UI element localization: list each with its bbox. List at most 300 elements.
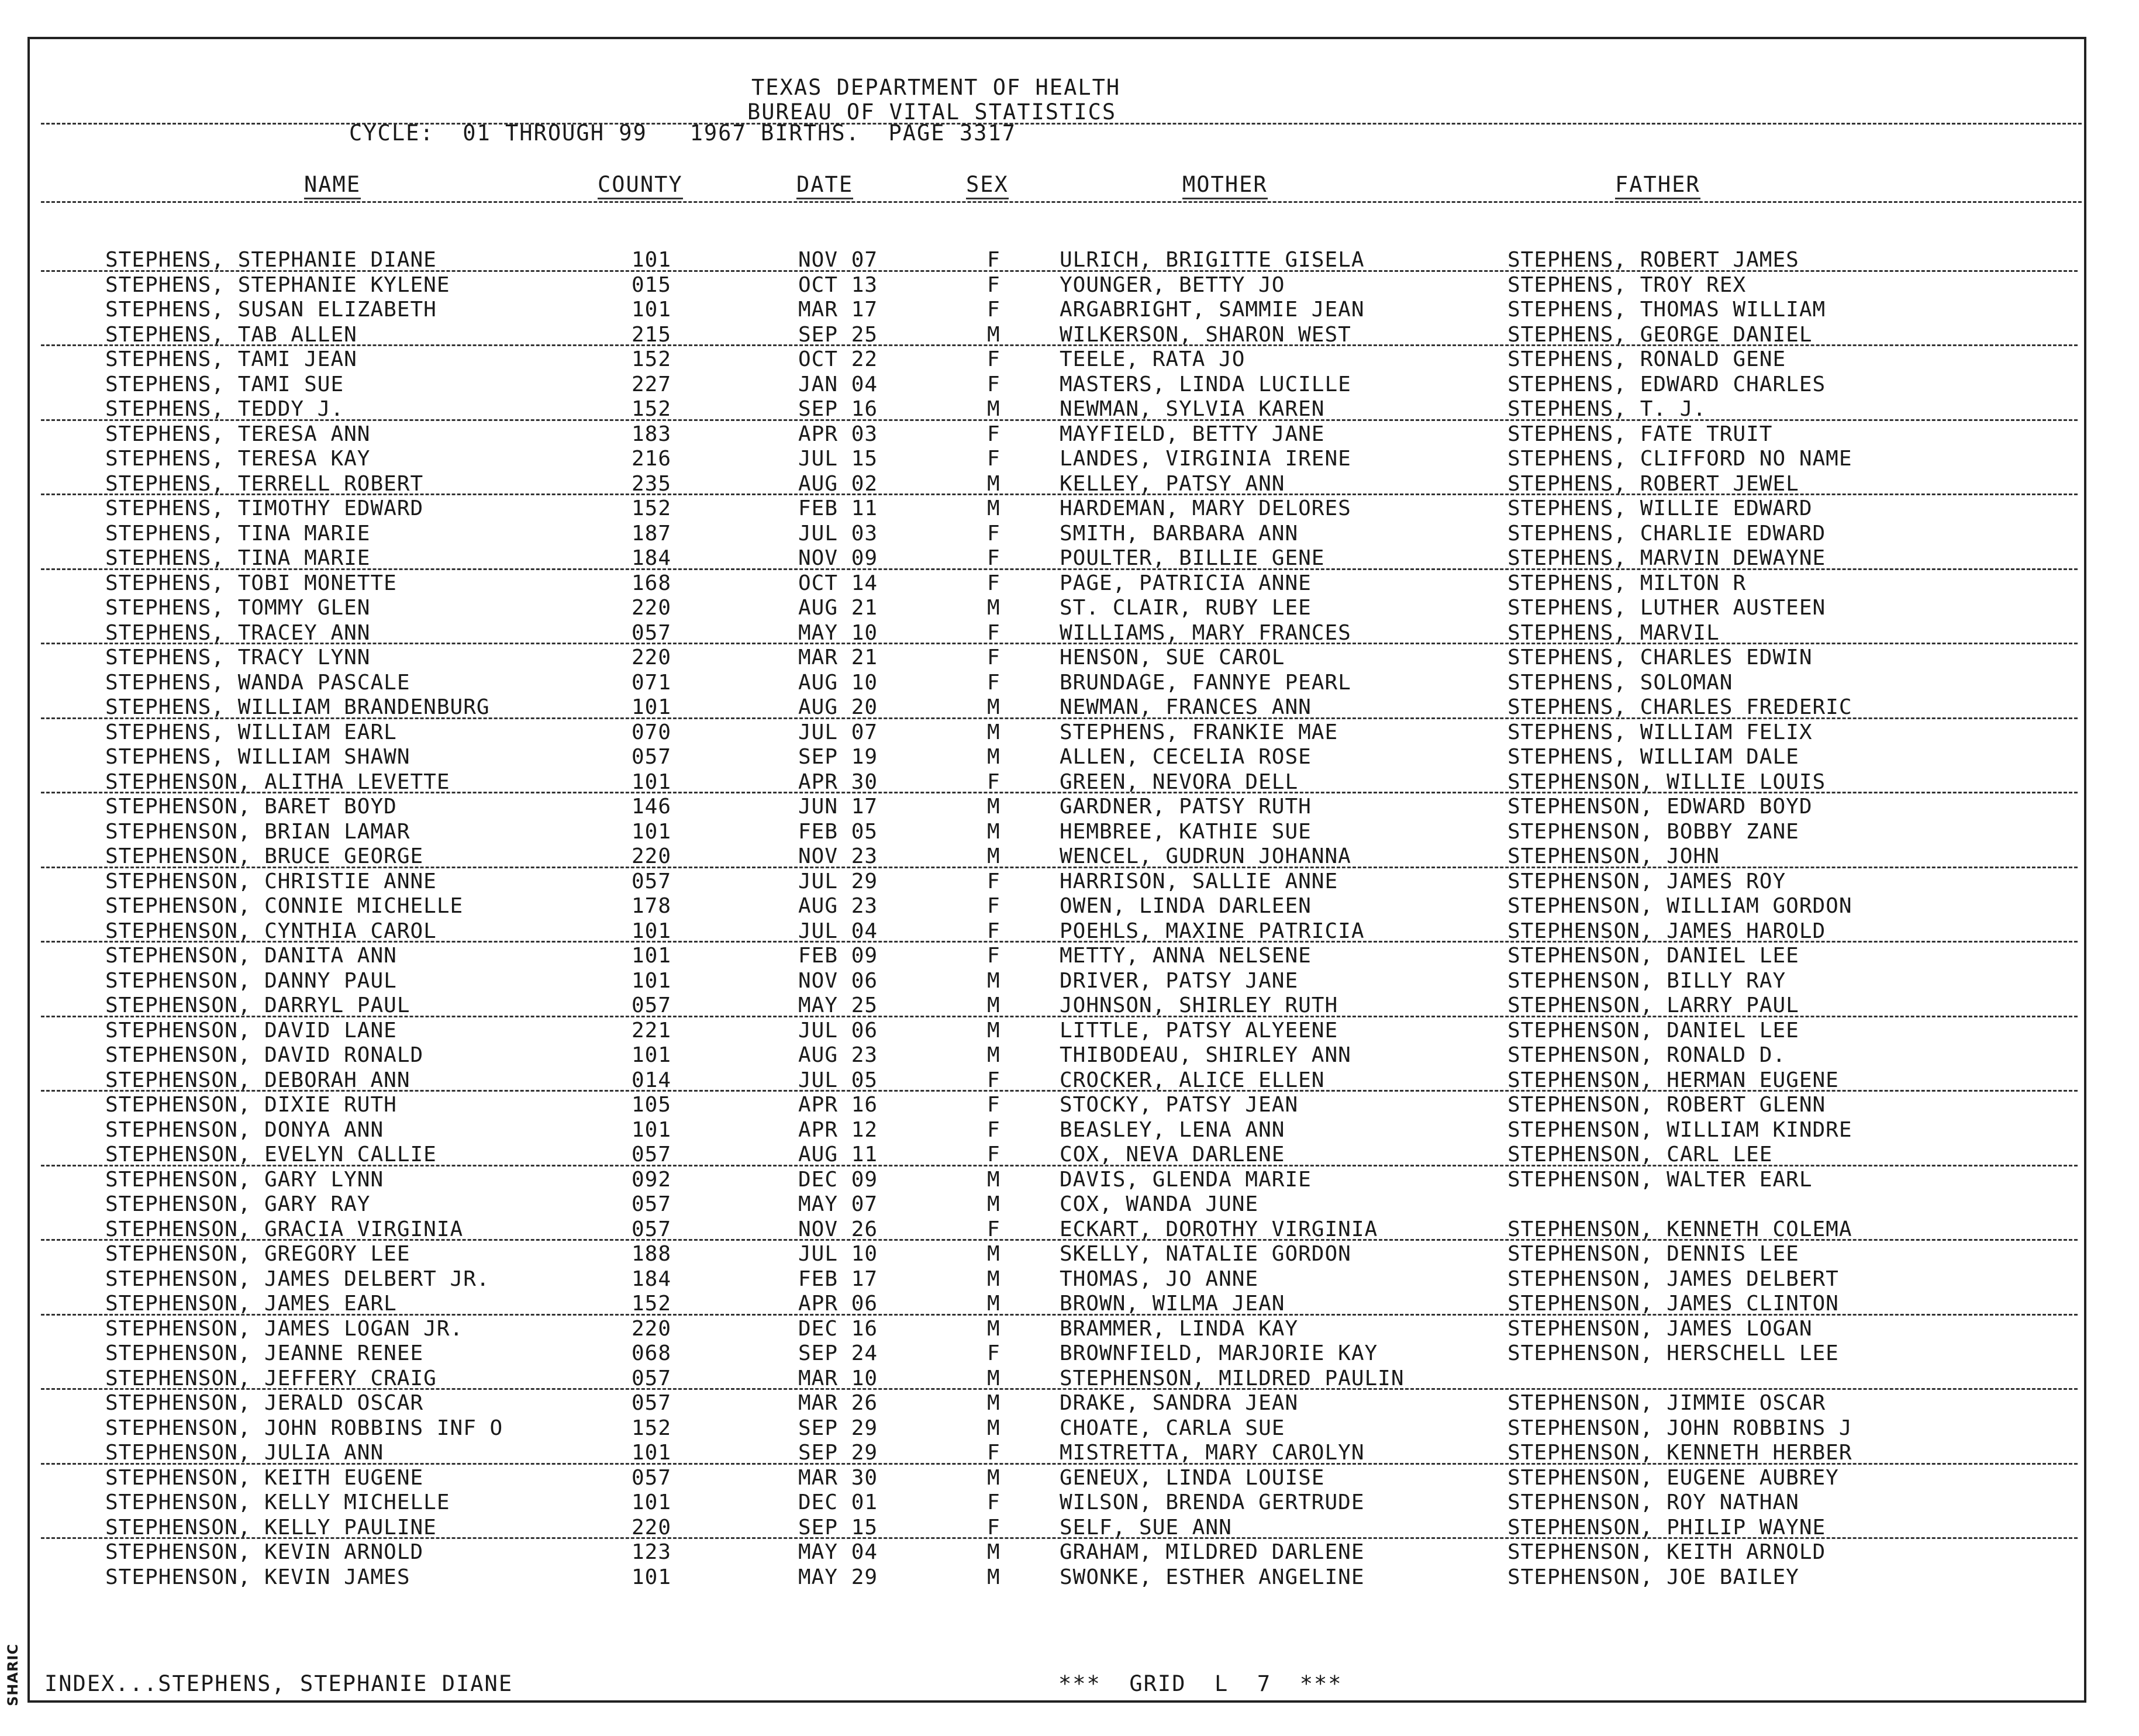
record-name: STEPHENSON, JAMES LOGAN JR. (105, 1316, 464, 1341)
record-county: 152 (632, 347, 672, 371)
record-name: STEPHENS, STEPHANIE KYLENE (105, 272, 450, 297)
record-date: APR 12 (798, 1117, 878, 1142)
record-father: STEPHENS, CHARLIE EDWARD (1507, 521, 1826, 546)
record-date: APR 30 (798, 769, 878, 794)
record-row (0, 1317, 2139, 1342)
record-sex: F (987, 894, 1000, 918)
record-name: STEPHENS, TERESA ANN (105, 422, 371, 446)
record-sex: F (987, 422, 1000, 446)
record-row (0, 1341, 2139, 1366)
record-name: STEPHENSON, DIXIE RUTH (105, 1093, 397, 1117)
record-father: STEPHENSON, RONALD D. (1507, 1043, 1786, 1067)
record-county: 220 (632, 1316, 672, 1341)
record-date: MAR 17 (798, 298, 878, 322)
record-county: 101 (632, 248, 672, 272)
record-row (0, 496, 2139, 522)
record-name: STEPHENS, TINA MARIE (105, 546, 371, 570)
record-row (0, 1565, 2139, 1590)
record-sex: F (987, 944, 1000, 968)
record-mother: DRIVER, PATSY JANE (1060, 968, 1299, 993)
record-date: DEC 01 (798, 1490, 878, 1514)
record-sex: M (987, 1416, 1000, 1440)
record-name: STEPHENSON, DONYA ANN (105, 1117, 384, 1142)
record-row (0, 323, 2139, 348)
record-date: MAR 26 (798, 1391, 878, 1415)
record-name: STEPHENSON, JULIA ANN (105, 1441, 384, 1465)
record-county: 152 (632, 397, 672, 421)
record-father: STEPHENSON, WALTER EARL (1507, 1167, 1813, 1192)
record-row (0, 447, 2139, 472)
record-father: STEPHENSON, ROY NATHAN (1507, 1490, 1799, 1514)
column-header-mother: MOTHER (1182, 173, 1268, 199)
record-name: STEPHENSON, BARET BOYD (105, 795, 397, 819)
record-father: STEPHENS, TROY REX (1507, 272, 1747, 297)
record-name: STEPHENS, TRACY LYNN (105, 646, 371, 669)
record-mother: BROWN, WILMA JEAN (1060, 1292, 1285, 1316)
record-sex: M (987, 968, 1000, 993)
header-rule (41, 123, 2082, 125)
record-sex: F (987, 919, 1000, 943)
record-sex: F (987, 1490, 1000, 1514)
record-mother: POULTER, BILLIE GENE (1060, 546, 1325, 570)
record-mother: ULRICH, BRIGITTE GISELA (1060, 248, 1365, 272)
record-name: STEPHENS, TAB ALLEN (105, 322, 357, 347)
record-father: STEPHENS, CHARLES FREDERIC (1507, 695, 1852, 719)
record-county: 057 (632, 1366, 672, 1390)
record-county: 101 (632, 968, 672, 993)
record-county: 123 (632, 1540, 672, 1564)
record-name: STEPHENSON, DARRYL PAUL (105, 993, 410, 1017)
record-date: APR 16 (798, 1093, 878, 1117)
record-father: STEPHENSON, JAMES HAROLD (1507, 919, 1826, 943)
record-county: 215 (632, 322, 672, 347)
record-date: MAR 21 (798, 646, 878, 669)
record-county: 071 (632, 670, 672, 695)
side-label-text: SHARIC (5, 1644, 21, 1706)
record-date: MAR 10 (798, 1366, 878, 1390)
record-sex: F (987, 1217, 1000, 1241)
record-county: 057 (632, 1217, 672, 1241)
record-name: STEPHENSON, GRACIA VIRGINIA (105, 1217, 464, 1241)
record-mother: POEHLS, MAXINE PATRICIA (1060, 919, 1365, 943)
record-county: 068 (632, 1341, 672, 1365)
record-row (0, 422, 2139, 447)
record-row (0, 944, 2139, 969)
record-mother: STEPHENS, FRANKIE MAE (1060, 720, 1338, 744)
record-row (0, 1267, 2139, 1292)
record-father: STEPHENS, EDWARD CHARLES (1507, 372, 1826, 396)
record-county: 057 (632, 993, 672, 1017)
record-father: STEPHENSON, LARRY PAUL (1507, 993, 1799, 1017)
record-sex: M (987, 322, 1000, 347)
cycle-line: CYCLE: 01 THROUGH 99 1967 BIRTHS. PAGE 3317 (349, 120, 1016, 146)
record-row (0, 522, 2139, 547)
record-row (0, 273, 2139, 298)
record-row (0, 372, 2139, 398)
record-sex: M (987, 496, 1000, 520)
record-name: STEPHENSON, KELLY PAULINE (105, 1515, 437, 1540)
record-sex: M (987, 1242, 1000, 1266)
record-name: STEPHENS, STEPHANIE DIANE (105, 248, 437, 272)
record-mother: LITTLE, PATSY ALYEENE (1060, 1018, 1338, 1043)
record-father: STEPHENSON, JOHN (1507, 844, 1720, 868)
record-row (0, 1540, 2139, 1565)
record-name: STEPHENSON, CYNTHIA CAROL (105, 919, 437, 943)
record-county: 105 (632, 1093, 672, 1117)
record-row (0, 1391, 2139, 1416)
record-name: STEPHENS, TOMMY GLEN (105, 596, 371, 620)
record-county: 235 (632, 471, 672, 496)
record-sex: M (987, 993, 1000, 1017)
record-mother: BRUNDAGE, FANNYE PEARL (1060, 670, 1351, 695)
record-father: STEPHENS, FATE TRUIT (1507, 422, 1773, 446)
record-mother: WILSON, BRENDA GERTRUDE (1060, 1490, 1365, 1514)
record-sex: M (987, 745, 1000, 769)
record-sex: M (987, 1266, 1000, 1291)
record-father: STEPHENSON, JOE BAILEY (1507, 1565, 1799, 1589)
record-name: STEPHENSON, KEVIN ARNOLD (105, 1540, 424, 1564)
record-county: 168 (632, 571, 672, 595)
record-father: STEPHENSON, KENNETH HERBER (1507, 1441, 1852, 1465)
record-row (0, 571, 2139, 596)
record-county: 101 (632, 769, 672, 794)
record-date: FEB 17 (798, 1266, 878, 1291)
record-father: STEPHENSON, KENNETH COLEMA (1507, 1217, 1852, 1241)
record-county: 101 (632, 298, 672, 322)
record-county: 057 (632, 1465, 672, 1490)
record-county: 057 (632, 620, 672, 645)
record-father: STEPHENSON, HERSCHELL LEE (1507, 1341, 1839, 1365)
record-date: JAN 04 (798, 372, 878, 396)
record-date: SEP 25 (798, 322, 878, 347)
record-row (0, 1366, 2139, 1392)
record-row (0, 546, 2139, 571)
record-father: STEPHENS, WILLIE EDWARD (1507, 496, 1813, 520)
record-name: STEPHENSON, JEANNE RENEE (105, 1341, 424, 1365)
record-date: OCT 13 (798, 272, 878, 297)
record-county: 187 (632, 521, 672, 546)
record-father: STEPHENS, WILLIAM FELIX (1507, 720, 1813, 744)
record-mother: THOMAS, JO ANNE (1060, 1266, 1259, 1291)
record-row (0, 745, 2139, 770)
record-father: STEPHENS, RONALD GENE (1507, 347, 1786, 371)
record-sex: F (987, 546, 1000, 570)
record-father: STEPHENSON, WILLIAM GORDON (1507, 894, 1852, 918)
record-father: STEPHENSON, JIMMIE OSCAR (1507, 1391, 1826, 1415)
record-sex: M (987, 1465, 1000, 1490)
record-mother: YOUNGER, BETTY JO (1060, 272, 1285, 297)
record-date: JUL 04 (798, 919, 878, 943)
record-name: STEPHENS, TIMOTHY EDWARD (105, 496, 424, 520)
record-county: 057 (632, 869, 672, 893)
record-date: NOV 06 (798, 968, 878, 993)
record-sex: F (987, 272, 1000, 297)
record-name: STEPHENSON, JAMES DELBERT JR. (105, 1266, 490, 1291)
record-father: STEPHENSON, JOHN ROBBINS J (1507, 1416, 1852, 1440)
record-county: 101 (632, 1490, 672, 1514)
record-sex: F (987, 347, 1000, 371)
record-father: STEPHENSON, ROBERT GLENN (1507, 1093, 1826, 1117)
record-row (0, 720, 2139, 746)
record-sex: F (987, 1093, 1000, 1117)
record-mother: ST. CLAIR, RUBY LEE (1060, 596, 1312, 620)
record-row (0, 1441, 2139, 1466)
record-county: 057 (632, 1143, 672, 1166)
record-county: 183 (632, 422, 672, 446)
record-row (0, 993, 2139, 1019)
record-name: STEPHENS, TOBI MONETTE (105, 571, 397, 595)
record-row (0, 1466, 2139, 1491)
record-mother: MAYFIELD, BETTY JANE (1060, 422, 1325, 446)
record-mother: LANDES, VIRGINIA IRENE (1060, 447, 1351, 471)
record-mother: ECKART, DOROTHY VIRGINIA (1060, 1217, 1378, 1241)
record-mother: GARDNER, PATSY RUTH (1060, 795, 1312, 819)
record-county: 152 (632, 1416, 672, 1440)
record-name: STEPHENS, WILLIAM BRANDENBURG (105, 695, 490, 719)
record-name: STEPHENSON, EVELYN CALLIE (105, 1143, 437, 1166)
record-mother: METTY, ANNA NELSENE (1060, 944, 1312, 968)
column-header-sex: SEX (966, 173, 1009, 199)
record-county: 101 (632, 819, 672, 844)
record-sex: M (987, 1167, 1000, 1192)
record-date: MAY 04 (798, 1540, 878, 1564)
record-row (0, 397, 2139, 422)
record-row (0, 1242, 2139, 1267)
record-sex: M (987, 1391, 1000, 1415)
record-date: MAY 25 (798, 993, 878, 1017)
record-name: STEPHENS, TINA MARIE (105, 521, 371, 546)
record-row (0, 770, 2139, 795)
record-date: AUG 10 (798, 670, 878, 695)
record-sex: F (987, 1341, 1000, 1365)
record-sex: M (987, 720, 1000, 744)
record-date: MAY 29 (798, 1565, 878, 1589)
record-mother: NEWMAN, SYLVIA KAREN (1060, 397, 1325, 421)
record-sex: F (987, 1068, 1000, 1092)
record-mother: COX, NEVA DARLENE (1060, 1143, 1285, 1166)
record-mother: ALLEN, CECELIA ROSE (1060, 745, 1312, 769)
record-date: MAY 07 (798, 1192, 878, 1216)
record-row (0, 1019, 2139, 1044)
record-row (0, 1292, 2139, 1317)
record-row (0, 1490, 2139, 1516)
record-date: OCT 14 (798, 571, 878, 595)
record-date: NOV 26 (798, 1217, 878, 1241)
record-father: STEPHENSON, WILLIE LOUIS (1507, 769, 1826, 794)
record-date: NOV 23 (798, 844, 878, 868)
record-name: STEPHENS, TAMI SUE (105, 372, 344, 396)
column-header-date: DATE (796, 173, 853, 199)
record-sex: F (987, 372, 1000, 396)
record-father: STEPHENS, T. J. (1507, 397, 1707, 421)
record-name: STEPHENSON, KEVIN JAMES (105, 1565, 410, 1589)
record-mother: COX, WANDA JUNE (1060, 1192, 1259, 1216)
record-row (0, 795, 2139, 820)
record-name: STEPHENSON, DEBORAH ANN (105, 1068, 410, 1092)
record-father: STEPHENSON, BOBBY ZANE (1507, 819, 1799, 844)
record-name: STEPHENSON, DANITA ANN (105, 944, 397, 968)
record-mother: OWEN, LINDA DARLEEN (1060, 894, 1312, 918)
record-county: 184 (632, 1266, 672, 1291)
record-mother: GRAHAM, MILDRED DARLENE (1060, 1540, 1365, 1564)
record-sex: F (987, 670, 1000, 695)
record-sex: F (987, 620, 1000, 645)
record-mother: HENSON, SUE CAROL (1060, 646, 1285, 669)
record-county: 015 (632, 272, 672, 297)
record-row (0, 1118, 2139, 1143)
record-date: AUG 23 (798, 1043, 878, 1067)
side-label (2, 1637, 23, 1707)
record-sex: M (987, 596, 1000, 620)
record-date: MAY 10 (798, 620, 878, 645)
record-row (0, 1143, 2139, 1168)
record-mother: MISTRETTA, MARY CAROLYN (1060, 1441, 1365, 1465)
record-father: STEPHENSON, CARL LEE (1507, 1143, 1773, 1166)
record-mother: DRAKE, SANDRA JEAN (1060, 1391, 1299, 1415)
record-date: NOV 07 (798, 248, 878, 272)
record-mother: GREEN, NEVORA DELL (1060, 769, 1299, 794)
record-county: 070 (632, 720, 672, 744)
record-name: STEPHENS, WANDA PASCALE (105, 670, 410, 695)
record-date: JUL 10 (798, 1242, 878, 1266)
record-sex: F (987, 769, 1000, 794)
record-row (0, 1068, 2139, 1093)
record-row (0, 844, 2139, 869)
record-county: 178 (632, 894, 672, 918)
record-date: SEP 15 (798, 1515, 878, 1540)
record-row (0, 1093, 2139, 1118)
record-county: 101 (632, 919, 672, 943)
record-mother: SELF, SUE ANN (1060, 1515, 1232, 1540)
record-sex: M (987, 844, 1000, 868)
record-mother: HARRISON, SALLIE ANNE (1060, 869, 1338, 893)
record-name: STEPHENSON, KEITH EUGENE (105, 1465, 424, 1490)
record-row (0, 1043, 2139, 1068)
record-row (0, 1217, 2139, 1243)
record-father: STEPHENS, THOMAS WILLIAM (1507, 298, 1826, 322)
record-row (0, 671, 2139, 696)
record-name: STEPHENSON, CHRISTIE ANNE (105, 869, 437, 893)
record-sex: F (987, 447, 1000, 471)
record-date: SEP 19 (798, 745, 878, 769)
record-date: NOV 09 (798, 546, 878, 570)
record-father: STEPHENSON, JAMES LOGAN (1507, 1316, 1813, 1341)
record-county: 152 (632, 1292, 672, 1316)
record-county: 152 (632, 496, 672, 520)
record-name: STEPHENSON, DAVID LANE (105, 1018, 397, 1043)
record-mother: KELLEY, PATSY ANN (1060, 471, 1285, 496)
record-sex: F (987, 1515, 1000, 1540)
record-father: STEPHENSON, DANIEL LEE (1507, 1018, 1799, 1043)
record-father: STEPHENSON, JAMES ROY (1507, 869, 1786, 893)
record-mother: WILLIAMS, MARY FRANCES (1060, 620, 1351, 645)
grid-label: *** GRID L 7 *** (1058, 1671, 1343, 1696)
record-sex: M (987, 819, 1000, 844)
record-date: SEP 16 (798, 397, 878, 421)
record-row (0, 894, 2139, 919)
record-date: AUG 02 (798, 471, 878, 496)
record-date: JUL 07 (798, 720, 878, 744)
record-date: JUL 05 (798, 1068, 878, 1092)
record-name: STEPHENSON, BRIAN LAMAR (105, 819, 410, 844)
record-name: STEPHENSON, DANNY PAUL (105, 968, 397, 993)
record-row (0, 596, 2139, 621)
record-row (0, 298, 2139, 323)
record-father: STEPHENSON, JAMES CLINTON (1507, 1292, 1839, 1316)
record-mother: WENCEL, GUDRUN JOHANNA (1060, 844, 1351, 868)
record-date: JUL 15 (798, 447, 878, 471)
record-sex: M (987, 695, 1000, 719)
record-county: 220 (632, 844, 672, 868)
column-header-rule (41, 201, 2082, 203)
record-sex: M (987, 1540, 1000, 1564)
record-row (0, 1416, 2139, 1441)
record-father: STEPHENSON, EDWARD BOYD (1507, 795, 1813, 819)
record-county: 220 (632, 596, 672, 620)
record-date: AUG 21 (798, 596, 878, 620)
record-date: AUG 23 (798, 894, 878, 918)
record-sex: M (987, 1018, 1000, 1043)
record-name: STEPHENSON, DAVID RONALD (105, 1043, 424, 1067)
record-date: FEB 05 (798, 819, 878, 844)
record-name: STEPHENS, TEDDY J. (105, 397, 344, 421)
record-father: STEPHENSON, BILLY RAY (1507, 968, 1786, 993)
record-name: STEPHENSON, JERALD OSCAR (105, 1391, 424, 1415)
record-county: 188 (632, 1242, 672, 1266)
record-name: STEPHENS, TERRELL ROBERT (105, 471, 424, 496)
record-mother: SMITH, BARBARA ANN (1060, 521, 1299, 546)
record-county: 057 (632, 745, 672, 769)
record-county: 101 (632, 944, 672, 968)
record-mother: JOHNSON, SHIRLEY RUTH (1060, 993, 1338, 1017)
record-county: 216 (632, 447, 672, 471)
record-row (0, 472, 2139, 497)
record-father: STEPHENSON, EUGENE AUBREY (1507, 1465, 1839, 1490)
record-date: JUL 03 (798, 521, 878, 546)
record-sex: M (987, 1565, 1000, 1589)
record-mother: HEMBREE, KATHIE SUE (1060, 819, 1312, 844)
record-mother: BEASLEY, LENA ANN (1060, 1117, 1285, 1142)
record-sex: M (987, 1043, 1000, 1067)
department-title: TEXAS DEPARTMENT OF HEALTH (751, 75, 1121, 100)
record-father: STEPHENS, WILLIAM DALE (1507, 745, 1799, 769)
record-sex: F (987, 571, 1000, 595)
record-name: STEPHENS, WILLIAM EARL (105, 720, 397, 744)
column-header-county: COUNTY (598, 173, 683, 199)
record-mother: STOCKY, PATSY JEAN (1060, 1093, 1299, 1117)
record-mother: BRAMMER, LINDA KAY (1060, 1316, 1299, 1341)
record-mother: THIBODEAU, SHIRLEY ANN (1060, 1043, 1351, 1067)
record-father: STEPHENSON, WILLIAM KINDRE (1507, 1117, 1852, 1142)
record-name: STEPHENS, WILLIAM SHAWN (105, 745, 410, 769)
record-mother: HARDEMAN, MARY DELORES (1060, 496, 1351, 520)
record-mother: SKELLY, NATALIE GORDON (1060, 1242, 1351, 1266)
record-date: SEP 24 (798, 1341, 878, 1365)
record-county: 057 (632, 1391, 672, 1415)
record-name: STEPHENSON, KELLY MICHELLE (105, 1490, 450, 1514)
record-name: STEPHENSON, JEFFERY CRAIG (105, 1366, 437, 1390)
record-row (0, 919, 2139, 944)
record-father: STEPHENS, MARVIL (1507, 620, 1720, 645)
record-date: SEP 29 (798, 1416, 878, 1440)
record-date: JUL 29 (798, 869, 878, 893)
record-county: 220 (632, 1515, 672, 1540)
record-sex: M (987, 1292, 1000, 1316)
record-date: JUL 06 (798, 1018, 878, 1043)
record-county: 101 (632, 1441, 672, 1465)
record-date: APR 06 (798, 1292, 878, 1316)
record-county: 092 (632, 1167, 672, 1192)
